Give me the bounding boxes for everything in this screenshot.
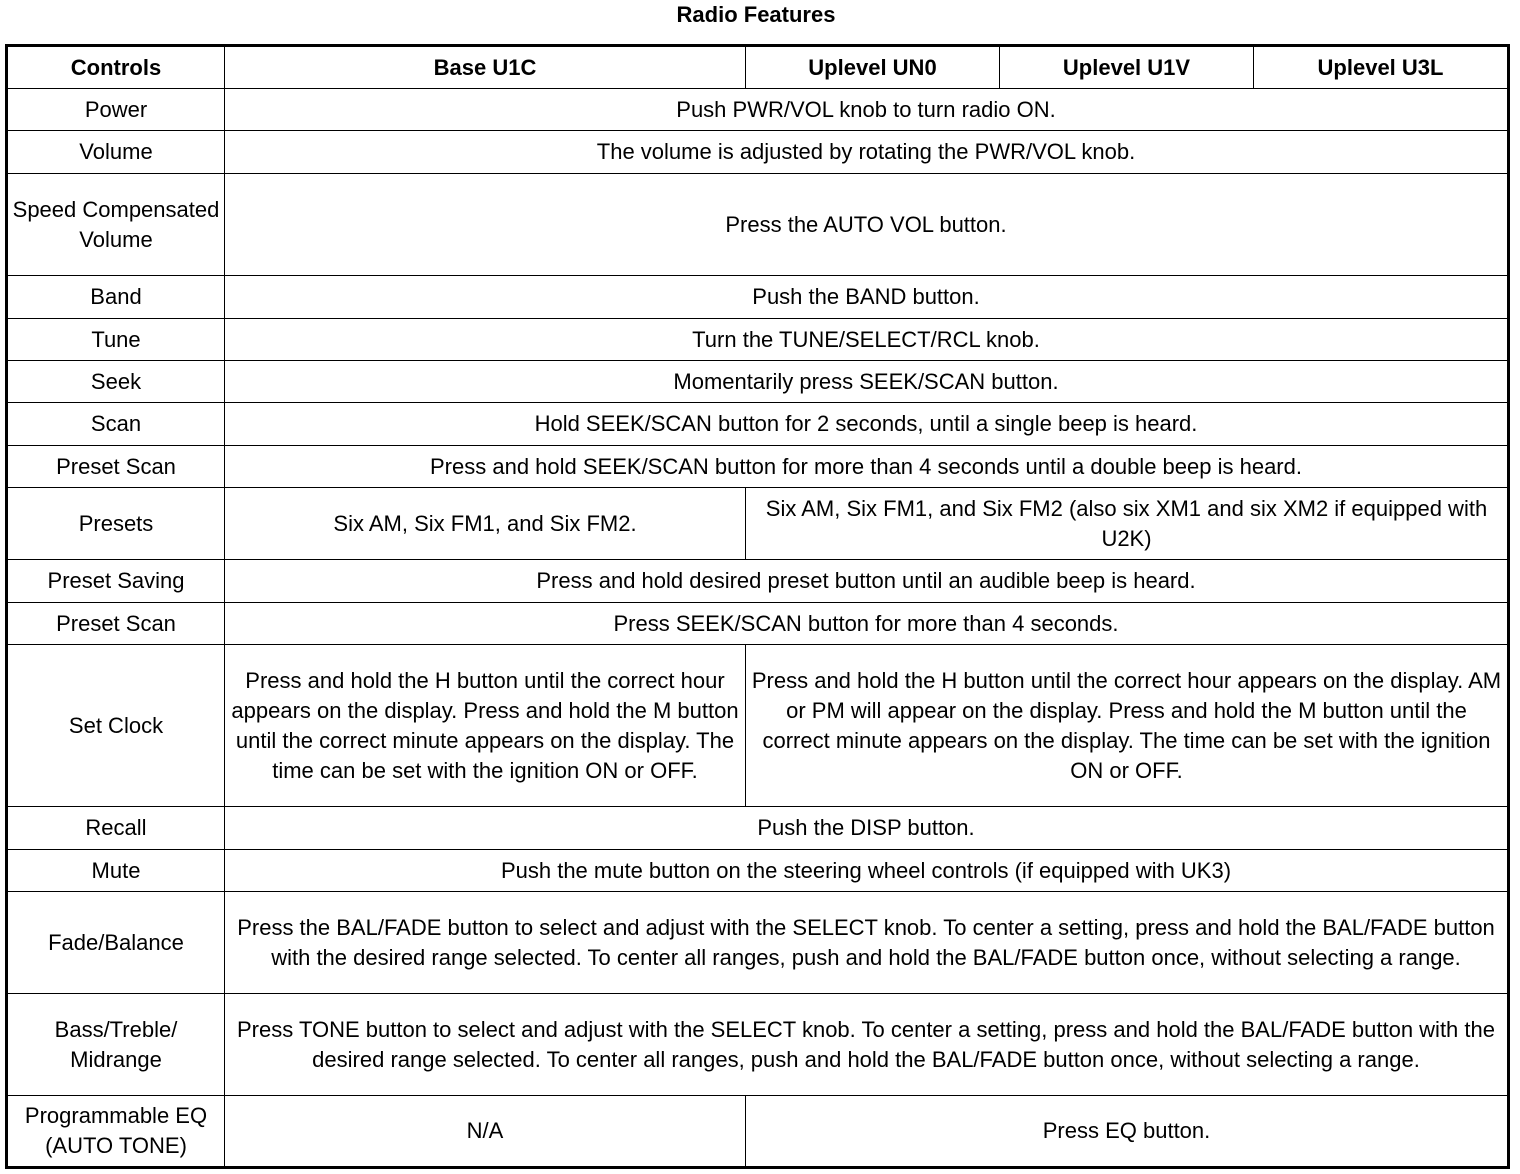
radio-features-table: [5, 44, 1510, 1169]
control-cell: Mute: [7, 850, 225, 892]
table-row: [7, 850, 1509, 892]
description-cell: Hold SEEK/SCAN button for 2 seconds, until a single beep is heard.: [225, 403, 1509, 446]
table-row: [7, 560, 1509, 603]
control-cell: Seek: [7, 361, 225, 403]
table-row: [7, 892, 1509, 994]
table-row: [7, 89, 1509, 131]
control-cell: Recall: [7, 807, 225, 850]
description-cell: Push the DISP button.: [225, 807, 1509, 850]
table-row: [7, 276, 1509, 319]
description-cell: Press SEEK/SCAN button for more than 4 seconds.: [225, 603, 1509, 645]
description-cell: Turn the TUNE/SELECT/RCL knob.: [225, 319, 1509, 361]
uplevel-description-cell: Press EQ button.: [746, 1096, 1509, 1168]
table-row: [7, 403, 1509, 446]
description-cell: Press TONE button to select and adjust with the SELECT knob. To center a setting, press and hold the BAL/FADE button with the desired range selected. To center all ranges, push and hold the BAL/FADE button once, without selecting a range.: [225, 994, 1509, 1096]
control-cell: Speed Compensated Volume: [7, 174, 225, 276]
description-cell: Press the AUTO VOL button.: [225, 174, 1509, 276]
table-row: [7, 603, 1509, 645]
control-cell: Preset Scan: [7, 446, 225, 488]
control-cell: Set Clock: [7, 645, 225, 807]
control-cell: Tune: [7, 319, 225, 361]
table-row: [7, 807, 1509, 850]
description-cell: Push the mute button on the steering wheel controls (if equipped with UK3): [225, 850, 1509, 892]
table-title: Radio Features: [676, 2, 836, 27]
header-row: [7, 46, 1509, 89]
header-controls: Controls: [7, 46, 225, 89]
table-row: [7, 994, 1509, 1096]
control-cell: Programmable EQ (AUTO TONE): [7, 1096, 225, 1168]
description-cell: The volume is adjusted by rotating the PWR/VOL knob.: [225, 131, 1509, 174]
control-cell: Volume: [7, 131, 225, 174]
base-description-cell: Press and hold the H button until the correct hour appears on the display. Press and hold the M button until the correct minute appears on the display. The time can be set with the ignition ON or OFF.: [225, 645, 746, 807]
control-cell: Fade/Balance: [7, 892, 225, 994]
uplevel-description-cell: Six AM, Six FM1, and Six FM2 (also six XM1 and six XM2 if equipped with U2K): [746, 488, 1509, 560]
control-cell: Preset Scan: [7, 603, 225, 645]
description-cell: Press and hold desired preset button until an audible beep is heard.: [225, 560, 1509, 603]
table-row: [7, 174, 1509, 276]
uplevel-description-cell: Press and hold the H button until the correct hour appears on the display. AM or PM will appear on the display. Press and hold the M button until the correct minute appears on the display. The time can be set with the ignition ON or OFF.: [746, 645, 1509, 807]
control-cell: Presets: [7, 488, 225, 560]
description-cell: Momentarily press SEEK/SCAN button.: [225, 361, 1509, 403]
table-row: [7, 1096, 1509, 1168]
control-cell: Preset Saving: [7, 560, 225, 603]
header-base-u1c: Base U1C: [225, 46, 746, 89]
table-row: [7, 446, 1509, 488]
control-cell: Scan: [7, 403, 225, 446]
description-cell: Press and hold SEEK/SCAN button for more than 4 seconds until a double beep is heard.: [225, 446, 1509, 488]
table-row: [7, 361, 1509, 403]
control-cell: Bass/Treble/ Midrange: [7, 994, 225, 1096]
description-cell: Push PWR/VOL knob to turn radio ON.: [225, 89, 1509, 131]
header-uplevel-un0: Uplevel UN0: [746, 46, 1000, 89]
description-cell: Press the BAL/FADE button to select and adjust with the SELECT knob. To center a setting, press and hold the BAL/FADE button with the desired range selected. To center all ranges, push and hold the BAL/FADE button once, without selecting a range.: [225, 892, 1509, 994]
table-row: [7, 319, 1509, 361]
header-uplevel-u1v: Uplevel U1V: [1000, 46, 1254, 89]
table-row: [7, 488, 1509, 560]
table-row: [7, 131, 1509, 174]
base-description-cell: N/A: [225, 1096, 746, 1168]
description-cell: Push the BAND button.: [225, 276, 1509, 319]
table-row: [7, 645, 1509, 807]
header-uplevel-u3l: Uplevel U3L: [1254, 46, 1509, 89]
base-description-cell: Six AM, Six FM1, and Six FM2.: [225, 488, 746, 560]
control-cell: Power: [7, 89, 225, 131]
control-cell: Band: [7, 276, 225, 319]
